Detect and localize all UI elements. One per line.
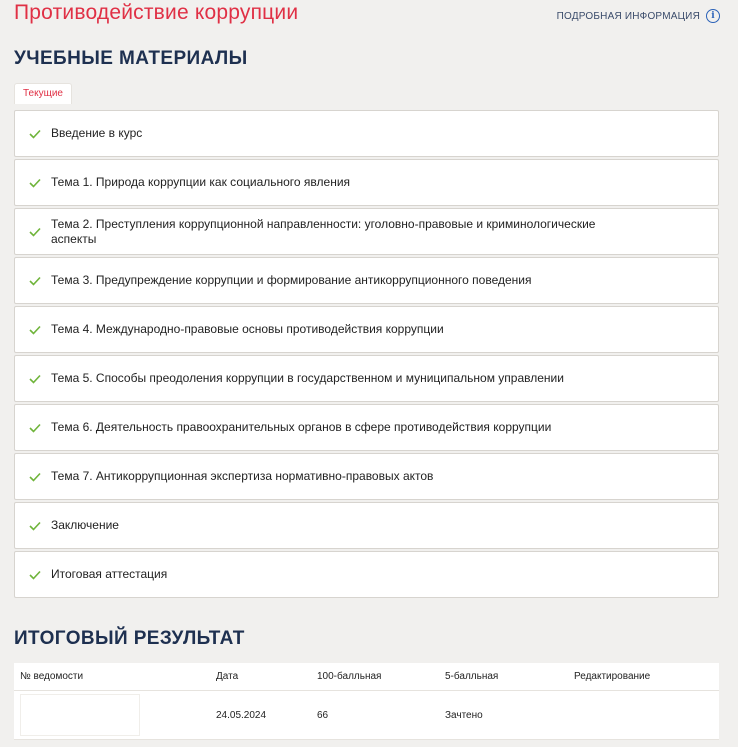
material-label: Тема 1. Природа коррупции как социального явления xyxy=(51,175,351,189)
check-icon xyxy=(29,325,41,335)
more-info-link[interactable] xyxy=(557,9,720,23)
material-label: Тема 3. Предупреждение коррупции и формирование антикоррупционного поведения xyxy=(51,273,532,287)
results-section-title: ИТОГОВЫЙ РЕЗУЛЬТАТ xyxy=(14,628,245,649)
material-label: Тема 7. Антикоррупционная экспертиза нормативно-правовых актов xyxy=(51,469,434,483)
info-icon[interactable]: i xyxy=(706,9,720,23)
material-item[interactable] xyxy=(14,355,719,402)
results-table xyxy=(14,663,719,740)
date-cell: 24.05.2024 xyxy=(216,709,267,721)
material-item[interactable] xyxy=(14,208,719,255)
column-header-score5: 5-балльная xyxy=(445,671,499,682)
material-label: Введение в курс xyxy=(51,126,143,140)
table-row xyxy=(14,691,719,740)
check-icon xyxy=(29,472,41,482)
material-item[interactable] xyxy=(14,159,719,206)
material-label: Заключение xyxy=(51,518,119,532)
column-header-score100: 100-балльная xyxy=(317,671,382,682)
score5-cell: Зачтено xyxy=(445,709,483,721)
check-icon xyxy=(29,276,41,286)
tab-current[interactable]: Текущие xyxy=(14,83,72,104)
check-icon xyxy=(29,423,41,433)
material-label: Итоговая аттестация xyxy=(51,567,168,581)
material-label: Тема 2. Преступления коррупционной направленности: уголовно-правовые и криминологические аспекты xyxy=(51,216,596,246)
page-title: Противодействие коррупции xyxy=(14,1,299,24)
materials-list xyxy=(14,110,719,600)
check-icon xyxy=(29,129,41,139)
material-label: Тема 6. Деятельность правоохранительных органов в сфере противодействия коррупции xyxy=(51,420,552,434)
more-info-label: ПОДРОБНАЯ ИНФОРМАЦИЯ xyxy=(556,10,700,22)
check-icon xyxy=(29,178,41,188)
materials-section-title: УЧЕБНЫЕ МАТЕРИАЛЫ xyxy=(14,48,248,69)
material-item[interactable] xyxy=(14,404,719,451)
material-item[interactable] xyxy=(14,110,719,157)
column-header-sheet: № ведомости xyxy=(20,671,84,682)
column-header-date: Дата xyxy=(216,671,239,682)
check-icon xyxy=(29,570,41,580)
material-label: Тема 5. Способы преодоления коррупции в государственном и муниципальном управлении xyxy=(51,371,564,385)
material-item[interactable] xyxy=(14,453,719,500)
material-item[interactable] xyxy=(14,551,719,598)
sheet-cell xyxy=(14,694,216,736)
check-icon xyxy=(29,227,41,237)
material-item[interactable] xyxy=(14,502,719,549)
column-header-edit: Редактирование xyxy=(574,671,651,682)
material-item[interactable] xyxy=(14,257,719,304)
material-item[interactable] xyxy=(14,306,719,353)
check-icon xyxy=(29,521,41,531)
results-header-row xyxy=(14,663,719,691)
material-label: Тема 4. Международно-правовые основы противодействия коррупции xyxy=(51,322,444,336)
check-icon xyxy=(29,374,41,384)
redacted-sheet-number xyxy=(20,694,140,736)
score100-cell: 66 xyxy=(317,709,329,721)
